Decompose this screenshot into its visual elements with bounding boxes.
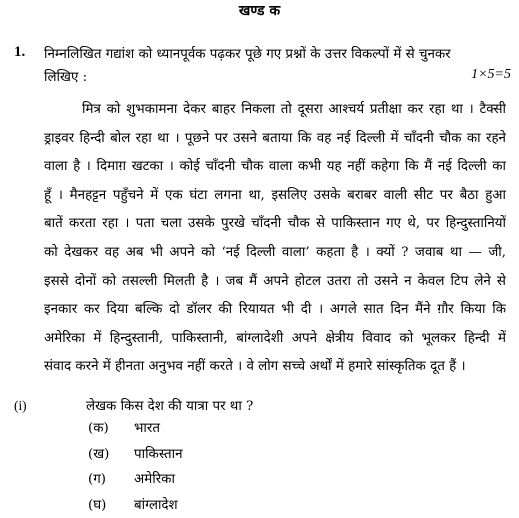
- passage-line: संवाद करने में हीनता अनुभव नहीं करते । वे लोग सच्चे अर्थों में हमारे सांस्कृतिक दूत हैं ।: [44, 353, 506, 382]
- question-number: 1.: [14, 44, 25, 61]
- option-text: बांग्लादेश: [134, 498, 178, 513]
- option-label: (ख): [88, 442, 134, 468]
- sub-question-text: लेखक किस देश की यात्रा पर था ?: [86, 399, 253, 414]
- option-gha[interactable]: [88, 493, 183, 518]
- option-text: अमेरिका: [134, 472, 175, 487]
- question-instruction-line-1: निम्नलिखित गद्यांश को ध्यानपूर्वक पढ़कर पूछे गए प्रश्नों के उत्तर विकल्पों में से चुनकर: [44, 44, 451, 62]
- passage-line: हूँ । मैनहट्टन पहुँचने में एक घंटा लगना था, इसलिए उसके बराबर वाली सीट पर बैठा हुआ: [44, 182, 506, 211]
- sub-question-number: (i): [14, 398, 86, 414]
- passage-line: ड्राइवर हिन्दी बोल रहा था । पूछने पर उसने बताया कि वह नई दिल्ली में चाँदनी चौक का रहने: [44, 125, 506, 154]
- option-label: (ग): [88, 467, 134, 493]
- option-text: पाकिस्तान: [134, 447, 183, 462]
- passage: [44, 96, 506, 382]
- option-ga[interactable]: [88, 467, 183, 493]
- question-instruction-line-2: लिखिए :: [44, 67, 87, 85]
- passage-line: वाला है । दिमाग़ खटका । कोई चाँदनी चौक वाला कभी यह नहीं कहेगा कि मैं नई दिल्ली का: [44, 153, 506, 182]
- marks-allocation: 1×5=5: [471, 67, 511, 83]
- passage-line: इनकार कर दिया बल्कि दो डॉलर की रियायत भी दी । अगले सात दिन मैंने ग़ौर किया कि: [44, 296, 506, 325]
- option-ka[interactable]: [88, 416, 183, 442]
- passage-line: बातें करता रहा । पता चला उसके पुरखे चाँदनी चौक से पाकिस्तान गए थे, पर हिन्दुस्तानियों: [44, 210, 506, 239]
- passage-line: अमेरिका में हिन्दुस्तानी, पाकिस्तानी, बांग्लादेशी अपने क्षेत्रीय विवाद को भूलकर हिन्दी में: [44, 325, 506, 354]
- passage-line: मित्र को शुभकामना देकर बाहर निकला तो दूसरा आश्चर्य प्रतीक्षा कर रहा था । टैक्सी: [44, 96, 506, 125]
- option-text: भारत: [134, 421, 160, 436]
- option-label: (घ): [88, 493, 134, 518]
- option-label: (क): [88, 416, 134, 442]
- section-title: खण्ड क: [0, 1, 519, 20]
- passage-line: इससे दोनों को तसल्ली मिलती है । जब मैं अपने होटल उतरा तो उसने न केवल टिप लेने से: [44, 268, 506, 297]
- answer-options: [88, 416, 183, 518]
- option-kha[interactable]: [88, 442, 183, 468]
- sub-question: [14, 396, 253, 414]
- passage-line: को देखकर वह अब भी अपने को ‘नई दिल्ली वाला’ कहता है । क्यों ? जवाब था — जी,: [44, 239, 506, 268]
